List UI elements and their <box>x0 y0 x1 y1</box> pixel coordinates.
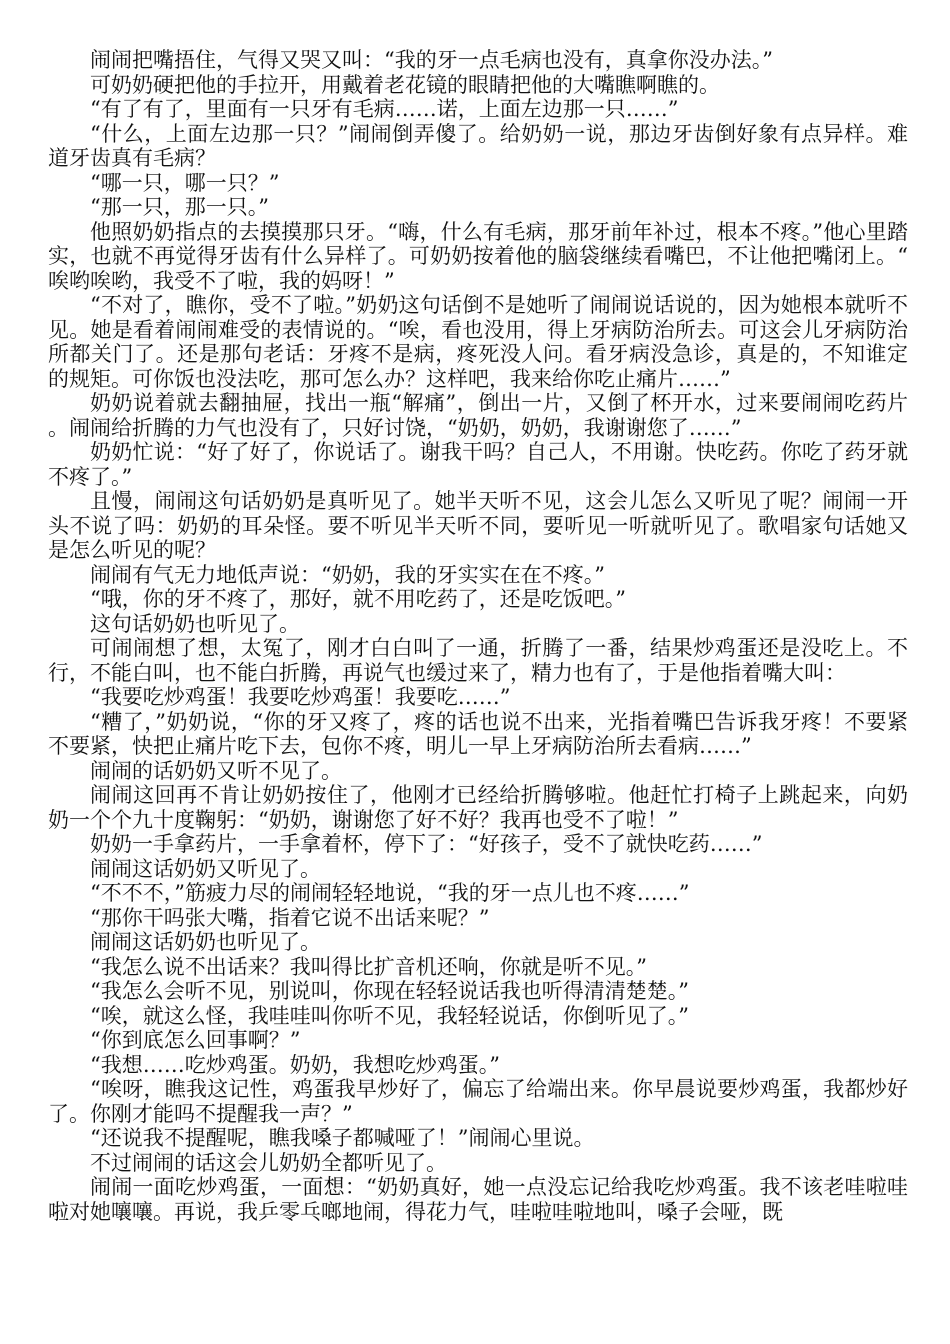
paragraph: “不不不，”筋疲力尽的闹闹轻轻地说，“我的牙一点儿也不疼……” <box>90 881 690 905</box>
paragraph: 奶奶说着就去翻抽屉，找出一瓶“解痛”，倒出一片，又倒了杯开水，过来要闹闹吃药片。闹闹给折腾的力气也没有了，只好讨饶，“奶奶，奶奶，我谢谢您了……” <box>48 391 908 440</box>
paragraph: “哦，你的牙不疼了，那好，就不用吃药了，还是吃饭吧。” <box>90 587 626 611</box>
paragraph: “有了有了，里面有一只牙有毛病……诺，上面左边那一只……” <box>90 97 679 121</box>
paragraph: “哪一只，哪一只？” <box>90 170 280 195</box>
paragraph: “那你干吗张大嘴，指着它说不出话来呢？” <box>90 905 490 930</box>
paragraph: 不过闹闹的话这会儿奶奶全都听见了。 <box>90 1150 447 1175</box>
paragraph: 他照奶奶指点的去摸摸那只牙。“嗨，什么有毛病，那牙前年补过，根本不疼。”他心里踏实，也就不再觉得牙齿有什么异样了。可奶奶按着他的脑袋继续看嘴巴，不让他把嘴闭上。“唉哟唉哟，我受不了啦，我的妈呀！” <box>48 219 908 293</box>
paragraph: “唉呀，瞧我这记性，鸡蛋我早炒好了，偏忘了给端出来。你早晨说要炒鸡蛋，我都炒好了。你刚才能吗不提醒我一声？” <box>48 1077 908 1126</box>
paragraph: “唉，就这么怪，我哇哇叫你听不见，我轻轻说话，你倒听见了。” <box>90 1003 689 1028</box>
paragraph: 奶奶忙说：“好了好了，你说话了。谢我干吗？自己人，不用谢。快吃药。你吃了药牙就不疼了。” <box>48 440 908 489</box>
paragraph: “你到底怎么回事啊？” <box>90 1028 301 1052</box>
paragraph: 闹闹有气无力地低声说：“奶奶，我的牙实实在在不疼。” <box>90 562 605 587</box>
paragraph: “什么，上面左边那一只？”闹闹倒弄傻了。给奶奶一说，那边牙齿倒好象有点异样。难道牙齿真有毛病？ <box>48 121 908 170</box>
paragraph: 闹闹这回再不肯让奶奶按住了，他刚才已经给折腾够啦。他赶忙打椅子上跳起来，向奶奶一个个九十度鞠躬：“奶奶，谢谢您了好不好？我再也受不了啦！” <box>48 783 908 832</box>
paragraph: “我要吃炒鸡蛋！我要吃炒鸡蛋！我要吃……” <box>90 685 511 709</box>
paragraph: “不对了，瞧你，受不了啦。”奶奶这句话倒不是她听了闹闹说话说的，因为她根本就听不见。她是看着闹闹难受的表情说的。“唉，看也没用，得上牙病防治所去。可这会儿牙病防治所都关门了。还是那句老话：牙疼不是病，疼死没人问。看牙病没急诊，真是的，不知谁定的规矩。可你饭也没法吃，那可怎么办？这样吧，我来给你吃止痛片……” <box>48 293 908 391</box>
paragraph: 可奶奶硬把他的手拉开，用戴着老花镜的眼睛把他的大嘴瞧啊瞧的。 <box>90 72 720 97</box>
paragraph: 闹闹这话奶奶也听见了。 <box>90 930 321 954</box>
paragraph: “那一只，那一只。” <box>90 195 269 219</box>
paragraph: 闹闹一面吃炒鸡蛋，一面想：“奶奶真好，她一点没忘记给我吃炒鸡蛋。我不该老哇啦哇啦对她嚷嚷。再说，我乒零乓啷地闹，得花力气，哇啦哇啦地叫，嗓子会哑，既 <box>48 1175 908 1224</box>
paragraph: “我怎么会听不见，别说叫，你现在轻轻说话我也听得清清楚楚。” <box>90 979 689 1003</box>
paragraph: “还说我不提醒呢，瞧我嗓子都喊哑了！”闹闹心里说。 <box>90 1126 595 1150</box>
paragraph: 这句话奶奶也听见了。 <box>90 611 300 636</box>
paragraph: 闹闹这话奶奶又听见了。 <box>90 856 321 881</box>
paragraph: “我想……吃炒鸡蛋。奶奶，我想吃炒鸡蛋。” <box>90 1052 500 1077</box>
paragraph: “糟了，”奶奶说，“你的牙又疼了，疼的话也说不出来，光指着嘴巴告诉我牙疼！不要紧不要紧，快把止痛片吃下去，包你不疼，明儿一早上牙病防治所去看病……” <box>48 709 908 758</box>
paragraph: 奶奶一手拿药片，一手拿着杯，停下了：“好孩子，受不了就快吃药……” <box>90 832 763 856</box>
paragraph: 可闹闹想了想，太冤了，刚才白白叫了一通，折腾了一番，结果炒鸡蛋还是没吃上。不行，不能白叫，也不能白折腾，再说气也缓过来了，精力也有了，于是他指着嘴大叫： <box>48 636 908 685</box>
paragraph: “我怎么说不出话来？我叫得比扩音机还响，你就是听不见。” <box>90 954 647 979</box>
paragraph: 闹闹把嘴捂住，气得又哭又叫：“我的牙一点毛病也没有，真拿你没办法。” <box>90 48 773 72</box>
document-page <box>48 48 908 1224</box>
paragraph: 闹闹的话奶奶又听不见了。 <box>90 758 342 783</box>
paragraph: 且慢，闹闹这句话奶奶是真听见了。她半天听不见，这会儿怎么又听见了呢？闹闹一开头不说了吗：奶奶的耳朵怪。要不听见半天听不同，要听见一听就听见了。歌唱家句话她又是怎么听见的呢？ <box>48 489 908 562</box>
